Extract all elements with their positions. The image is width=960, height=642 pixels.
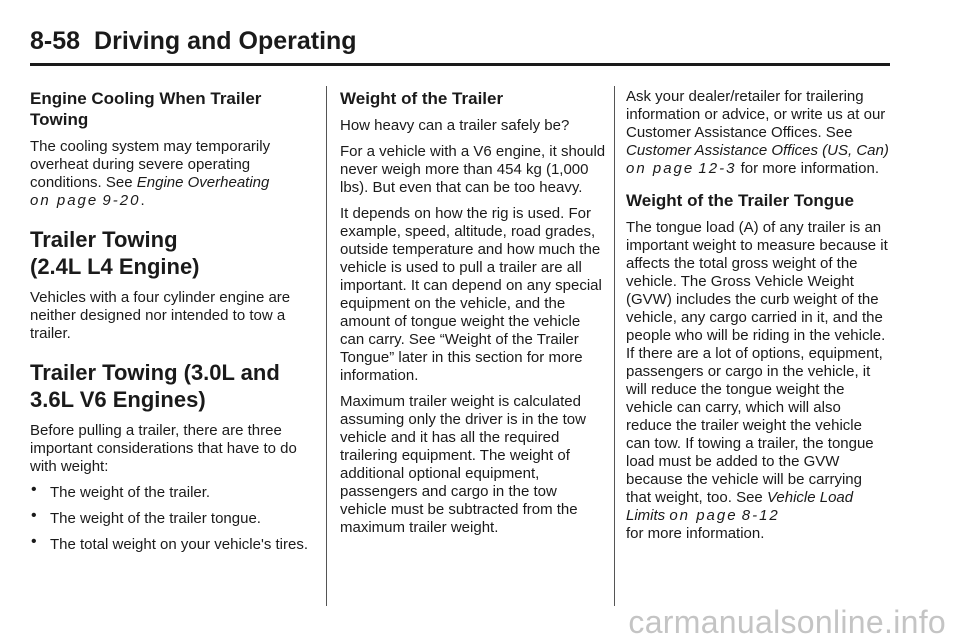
- paragraph-how-heavy: How heavy can a trailer safely be?: [340, 117, 570, 134]
- paragraph-v6-weight: For a vehicle with a V6 engine, it should never weigh more than 454 kg (1,000 lbs). But even that can be too heavy.: [340, 143, 606, 196]
- page-ref-12-3[interactable]: 12-3: [698, 160, 737, 177]
- list-item: • The weight of the trailer.: [31, 481, 211, 501]
- header-rule: [30, 63, 890, 66]
- section-title: Driving and Operating: [94, 27, 357, 55]
- list-item: • The total weight on your vehicle's tires.: [31, 533, 308, 553]
- column-2: [340, 88, 606, 545]
- link-vehicle-load-limits[interactable]: Vehicle Load Limits: [626, 489, 854, 524]
- watermark: carmanualsonline.info: [628, 604, 946, 640]
- page-ref-on: on page: [626, 160, 695, 177]
- link-customer-assistance[interactable]: Customer Assistance Offices (US, Can): [626, 142, 889, 159]
- page-header: [30, 26, 890, 56]
- list-item: • The weight of the trailer tongue.: [31, 507, 261, 527]
- column-divider-2: [614, 86, 615, 606]
- paragraph-options-cargo: If there are a lot of options, equipment, passengers or cargo in the vehicle, it will reduce the tongue weight the vehicle can carry, which will also reduce the trailer weight the vehicle can tow. If towing a trailer, the tongue load must be added to the GVW because the vehicle will be carrying that weight, too. See Vehicle Load Limits on page 8-12 for more information.: [626, 345, 883, 542]
- paragraph-rig-usage: It depends on how the rig is used. For example, speed, altitude, road grades, outside temperature and how much the vehicle is used to pull a trailer are all important. It can depend on any special equipment on the vehicle, and the amount of tongue weight the vehicle can carry. See “Weight of the Trailer Tongue” later in this section for more information.: [340, 205, 602, 384]
- column-divider-1: [326, 86, 327, 606]
- page-number: 8-58: [30, 27, 81, 55]
- paragraph-tongue-load: The tongue load (A) of any trailer is an important weight to measure because it affects the total gross weight of the vehicle. The Gross Vehicle Weight (GVW) includes the curb weight of the vehicle, any cargo carried in it, and the people who will be riding in the vehicle.: [626, 219, 888, 344]
- bullet-icon: •: [31, 481, 37, 498]
- weight-considerations-list: [30, 481, 320, 554]
- heading-trailer-towing-v6: Trailer Towing (3.0L and 3.6L V6 Engines): [30, 360, 280, 412]
- column-1: [30, 88, 320, 562]
- page-ref-on: on page: [669, 507, 738, 524]
- paragraph-four-cylinder: Vehicles with a four cylinder engine are neither designed nor intended to tow a trailer.: [30, 289, 291, 342]
- column-3: [626, 88, 890, 551]
- heading-trailer-towing-l4: Trailer Towing (2.4L L4 Engine): [30, 227, 200, 279]
- paragraph-cooling: The cooling system may temporarily overheat during severe operating conditions. See Engine Overheating on page 9-20.: [30, 138, 271, 209]
- page-ref-on: on page: [30, 192, 99, 209]
- heading-engine-cooling: Engine Cooling When Trailer Towing: [30, 89, 262, 129]
- paragraph-considerations: Before pulling a trailer, there are three important considerations that have to do with weight:: [30, 422, 297, 475]
- heading-trailer-tongue: Weight of the Trailer Tongue: [626, 191, 854, 210]
- page-ref-9-20[interactable]: 9-20: [102, 192, 141, 209]
- paragraph-ask-dealer: Ask your dealer/retailer for trailering information or advice, or write us at our Customer Assistance Offices. See Customer Assistance Offices (US, Can) on page 12-3 for more information.: [626, 88, 889, 177]
- bullet-icon: •: [31, 533, 37, 550]
- page-ref-8-12[interactable]: 8-12: [741, 507, 780, 524]
- paragraph-max-weight: Maximum trailer weight is calculated assuming only the driver is in the tow vehicle and it has all the required trailering equipment. The weight of additional optional equipment, passengers and cargo in the tow vehicle must be subtracted from the maximum trailer weight.: [340, 393, 586, 536]
- bullet-icon: •: [31, 507, 37, 524]
- heading-weight-of-trailer: Weight of the Trailer: [340, 89, 504, 108]
- link-engine-overheating[interactable]: Engine Overheating: [136, 174, 270, 191]
